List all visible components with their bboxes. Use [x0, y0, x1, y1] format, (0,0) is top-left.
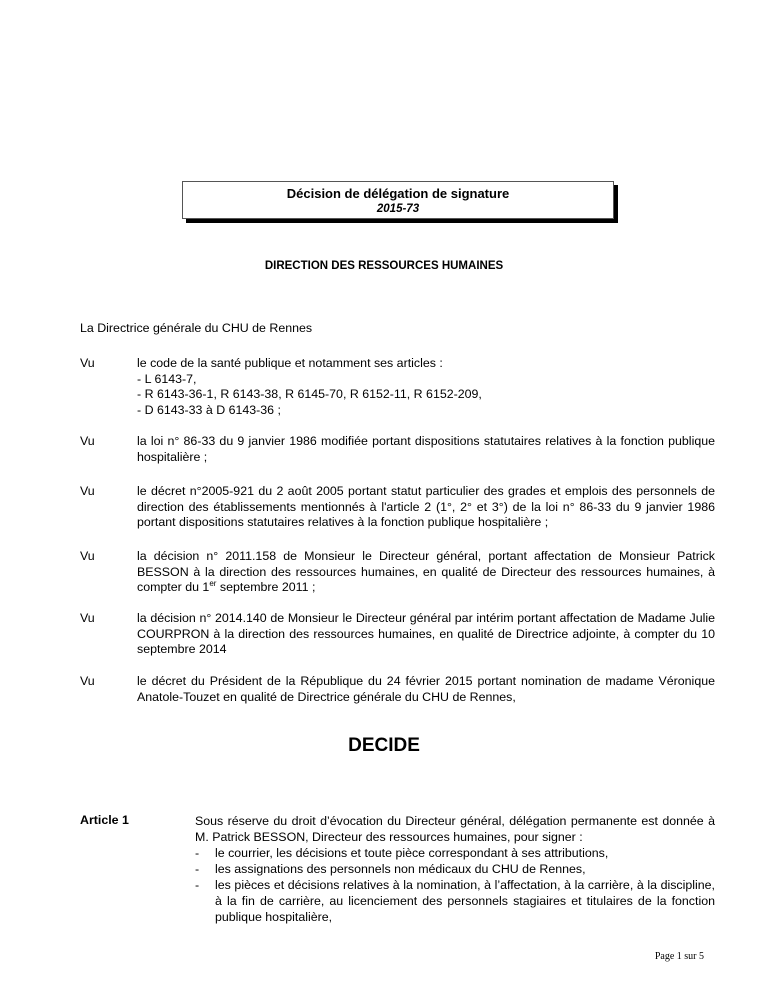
- vu-item-4-text-end: septembre 2011 ;: [216, 580, 316, 594]
- vu-item-1-line: le code de la santé publique et notamment ses articles :: [137, 356, 443, 370]
- vu-item-5: la décision n° 2014.140 de Monsieur le Directeur général par intérim portant affectation de Madame Julie COURPRON à la direction des ressources humaines, en qualité de Directrice adjointe, à compter du 10 septembre 2014: [137, 611, 715, 656]
- vu-item-1: [137, 356, 715, 418]
- vu-item-3: le décret n°2005-921 du 2 août 2005 portant statut particulier des grades et emplois des personnels de direction des établissements mentionnés à l'article 2 (1°, 2° et 3°) de la loi n° 86-33 du 9 janvier 1986 portant dispositions statutaires relatives à la fonction publique hospitalière ;: [137, 484, 715, 529]
- article-1-bullet: - les assignations des personnels non médicaux du CHU de Rennes,: [195, 862, 586, 876]
- article-1-body: [195, 813, 715, 925]
- vu-item-4-sup: er: [209, 578, 217, 588]
- vu-item-6: le décret du Président de la République du 24 février 2015 portant nomination de madame Véronique Anatole-Touzet en qualité de Directrice générale du CHU de Rennes,: [137, 674, 715, 704]
- page-number: Page 1 sur 5: [654, 951, 704, 962]
- vu-label: Vu: [80, 356, 95, 370]
- vu-label: Vu: [80, 674, 95, 688]
- vu-item-4: [137, 549, 715, 596]
- article-1-bullet-text: le courrier, les décisions et toute pièce correspondant à ses attributions,: [215, 846, 609, 860]
- article-1-intro: Sous réserve du droit d’évocation du Directeur général, délégation permanente est donnée à M. Patrick BESSON, Directeur des ressources humaines, pour signer :: [195, 814, 715, 844]
- intro-line: La Directrice générale du CHU de Rennes: [80, 321, 313, 335]
- vu-label: Vu: [80, 611, 95, 625]
- vu-item-1-line: - L 6143-7,: [137, 371, 197, 386]
- document-title: Décision de délégation de signature: [286, 186, 510, 201]
- vu-label: Vu: [80, 549, 95, 563]
- article-1-label: Article 1: [80, 813, 129, 827]
- vu-item-1-line: - D 6143-33 à D 6143-36 ;: [137, 402, 281, 417]
- direction-heading: DIRECTION DES RESSOURCES HUMAINES: [264, 260, 504, 272]
- vu-item-1-line: - R 6143-36-1, R 6143-38, R 6145-70, R 6152-11, R 6152-209,: [137, 387, 482, 401]
- vu-item-4-text: la décision n° 2011.158 de Monsieur le Directeur général, portant affectation de Monsieur Patrick BESSON à la direction des ressources humaines, en qualité de Directeur des ressources humaines, à compter du 1: [137, 549, 715, 594]
- vu-item-2: la loi n° 86-33 du 9 janvier 1986 modifiée portant dispositions statutaires relatives à la fonction publique hospitalière ;: [137, 434, 715, 464]
- decision-number: 2015-73: [376, 203, 420, 215]
- article-1-bullet: - le courrier, les décisions et toute pièce correspondant à ses attributions,: [195, 846, 609, 860]
- vu-label: Vu: [80, 484, 95, 498]
- vu-label: Vu: [80, 434, 95, 448]
- article-1-bullet-text: les pièces et décisions relatives à la nomination, à l’affectation, à la carrière, à la discipline, à la fin de carrière, au licenciement des personnels stagiaires et titulaires de la fonction publique hospitalière,: [215, 878, 715, 924]
- decide-heading: DECIDE: [348, 735, 420, 756]
- article-1-bullet-text: les assignations des personnels non médicaux du CHU de Rennes,: [215, 862, 586, 876]
- article-1-bullet: - les pièces et décisions relatives à la nomination, à l’affectation, à la carrière, à la discipline, à la fin de carrière, au licenciement des personnels stagiaires et titulaires de la fonction publique hospitalière,: [195, 878, 715, 924]
- title-box: [182, 181, 614, 219]
